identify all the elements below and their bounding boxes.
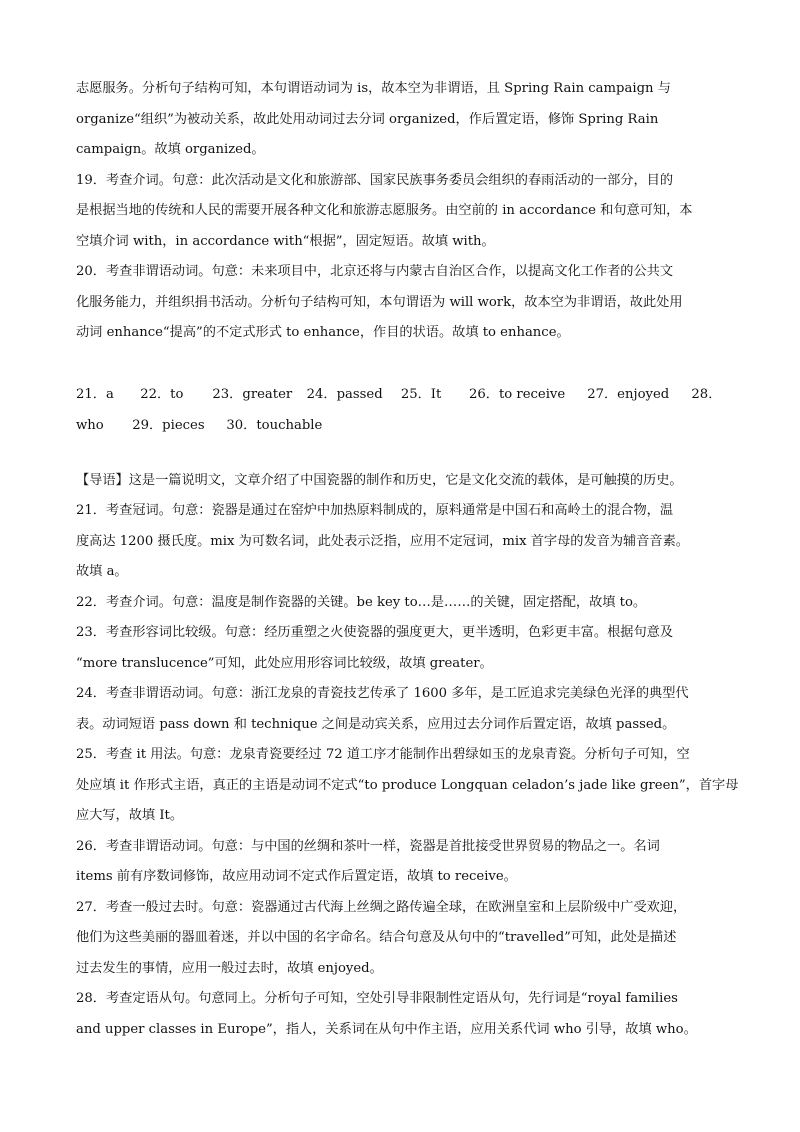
- answer-item: who: [76, 417, 104, 433]
- answer-row: [76, 410, 726, 441]
- section-explanations-19-20: [76, 74, 726, 349]
- text-line: 19．考查介词。句意：此次活动是文化和旅游部、国家民族事务委员会组织的春雨活动的一部分，目的: [76, 172, 674, 188]
- text-line: 25．考查 it 用法。句意：龙泉青瓷要经过 72 道工序才能制作出碧绿如玉的龙泉青瓷。分析句子可知，空: [76, 747, 690, 762]
- answer-item: 30．touchable: [226, 417, 323, 433]
- answer-item: 23．greater: [212, 386, 293, 402]
- text-line: 28．考查定语从句。句意同上。分析句子可知，空处引导非限制性定语从句，先行词是“royal families: [76, 991, 678, 1006]
- answer-item: 29．pieces: [132, 417, 205, 433]
- text-line: 应大写，故填 It。: [76, 808, 184, 823]
- text-line: 是根据当地的传统和人民的需要开展各种文化和旅游志愿服务。由空前的 in accordance 和句意可知，本: [76, 203, 693, 218]
- answer-item: 21．a: [76, 386, 114, 402]
- text-line: 20．考查非谓语动词。句意：未来项目中，北京还将与内蒙古自治区合作，以提高文化工作者的公共文: [76, 264, 674, 279]
- answer-item: 28．: [691, 386, 722, 402]
- text-line: “more translucence”可知，此处应用形容词比较级，故填 greater。: [76, 655, 493, 671]
- intro-line: 【导语】这是一篇说明文，文章介绍了中国瓷器的制作和历史，它是文化交流的载体，是可触摸的历史。: [76, 472, 683, 488]
- text-line: 22．考查介词。句意：温度是制作瓷器的关键。be key to…是……的关键，固定搭配，故填 to。: [76, 594, 647, 610]
- text-line: 处应填 it 作形式主语，真正的主语是动词不定式“to produce Longquan celadon’s jade like green”，首字母: [76, 777, 739, 793]
- text-line: 表。动词短语 pass down 和 technique 之间是动宾关系，应用过去分词作后置定语，故填 passed。: [76, 716, 676, 732]
- text-line: 故填 a。: [76, 564, 128, 579]
- text-line: and upper classes in Europe”，指人，关系词在从句中作主语，应用关系代词 who 引导，故填 who。: [76, 1021, 697, 1037]
- text-line: items 前有序数词修饰，故应用动词不定式作后置定语，故填 to receive。: [76, 869, 517, 884]
- text-line: 动词 enhance“提高”的不定式形式 to enhance，作目的状语。故填 to enhance。: [76, 325, 570, 340]
- text-line: 化服务能力，并组织捐书活动。分析句子结构可知，本句谓语为 will work，故本空为非谓语，故此处用: [76, 294, 683, 310]
- document-page: [76, 74, 739, 1045]
- answer-row: [76, 379, 726, 410]
- answer-item: 26．to receive: [469, 386, 566, 402]
- section-explanations-21-28: [76, 466, 739, 1046]
- answer-key: [76, 379, 726, 441]
- text-line: 他们为这些美丽的器皿着迷，并以中国的名字命名。结合句意及从句中的“travelled”可知，此处是描述: [76, 930, 677, 945]
- text-line: 24．考查非谓语动词。句意：浙江龙泉的青瓷技艺传承了 1600 多年，是工匠追求完美绿色光泽的典型代: [76, 686, 689, 701]
- answer-item: 22．to: [140, 386, 184, 402]
- answer-item: 25．It: [400, 386, 442, 402]
- answer-item: 24．passed: [306, 386, 383, 402]
- text-line: 21．考查冠词。句意：瓷器是通过在窑炉中加热原料制成的，原料通常是中国石和高岭土的混合物，温: [76, 503, 674, 518]
- answer-item: 27．enjoyed: [587, 386, 670, 402]
- text-line: 26．考查非谓语动词。句意：与中国的丝绸和茶叶一样，瓷器是首批接受世界贸易的物品之一。名词: [76, 838, 660, 854]
- text-line: 志愿服务。分析句子结构可知，本句谓语动词为 is，故本空为非谓语，且 Spring Rain campaign 与: [76, 81, 671, 96]
- text-line: organize“组织”为被动关系，故此处用动词过去分词 organized，作后置定语，修饰 Spring Rain: [76, 111, 659, 127]
- text-line: campaign。故填 organized。: [76, 142, 265, 157]
- text-line: 空填介词 with，in accordance with“根据”，固定短语。故填 with。: [76, 233, 495, 249]
- text-line: 27．考查一般过去时。句意：瓷器通过古代海上丝绸之路传遍全球，在欧洲皇室和上层阶级中广受欢迎，: [76, 899, 687, 915]
- text-line: 过去发生的事情，应用一般过去时，故填 enjoyed。: [76, 960, 383, 976]
- text-line: 度高达 1200 摄氏度。mix 为可数名词，此处表示泛指，应用不定冠词，mix 首字母的发音为辅音音素。: [76, 533, 689, 549]
- text-line: 23．考查形容词比较级。句意：经历重塑之火使瓷器的强度更大，更半透明，色彩更丰富。根据句意及: [76, 625, 674, 640]
